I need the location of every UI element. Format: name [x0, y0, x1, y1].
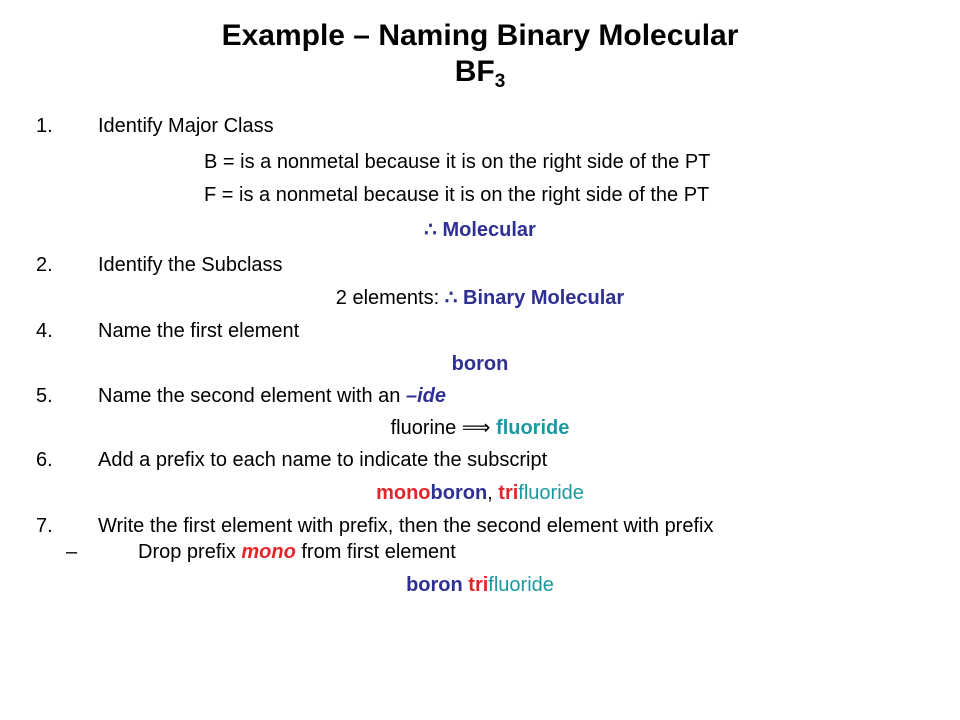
step-5-text: Name the second element with an [98, 385, 401, 407]
step-7-number: 7. [36, 515, 53, 537]
step-2-text: Identify the Subclass [98, 254, 283, 276]
step-6-text: Add a prefix to each name to indicate the subscript [98, 449, 548, 471]
step-4-result [0, 352, 960, 376]
step-4-result-text: boron [451, 353, 509, 375]
step-1-text: Identify Major Class [98, 115, 274, 137]
formula-base: BF [454, 55, 495, 88]
prefix-tri: tri [498, 482, 519, 504]
step-5-number: 5. [36, 385, 53, 407]
step-2-detail [0, 286, 960, 310]
prefix-mono: mono [376, 482, 431, 504]
name-fluoride: fluoride [518, 482, 584, 504]
final-prefix-tri: tri [468, 574, 489, 596]
final-name-boron: boron [406, 574, 463, 596]
final-name [0, 573, 960, 597]
therefore-symbol: ∴ [424, 219, 437, 241]
formula-subscript: 3 [494, 71, 506, 92]
step-1-result [0, 218, 960, 242]
step-4-number: 4. [36, 320, 53, 342]
step-1-b-line: B = is a nonmetal because it is on the right side of the PT [204, 151, 711, 173]
step-7-text: Write the first element with prefix, then the second element with prefix [98, 515, 714, 537]
step-5-result [0, 416, 960, 440]
step-5-line [98, 384, 446, 408]
step-4-text: Name the first element [98, 320, 300, 342]
sub-keyword-mono: mono [241, 541, 296, 563]
sub-text-after: from first element [301, 541, 456, 563]
ide-suffix: –ide [405, 385, 446, 407]
step-5-result-text: fluoride [496, 417, 570, 439]
step-1-number: 1. [36, 115, 53, 137]
name-boron: boron [430, 482, 488, 504]
implies-arrow-icon: ⟹ [461, 417, 491, 439]
step-7-sub-text [138, 540, 456, 564]
step-5-root: fluorine [390, 417, 457, 439]
step-6-number: 6. [36, 449, 53, 471]
title-formula [0, 54, 960, 90]
step-2-number: 2. [36, 254, 53, 276]
comma: , [487, 482, 493, 504]
slide-title [0, 18, 960, 90]
title-line-1: Example – Naming Binary Molecular [221, 19, 739, 52]
step-1-f-line: F = is a nonmetal because it is on the right side of the PT [204, 184, 710, 206]
step-6-result [0, 481, 960, 505]
step-2-result-text: Binary Molecular [463, 287, 625, 309]
step-1-result-text: Molecular [442, 219, 536, 241]
therefore-symbol: ∴ [444, 287, 458, 309]
sub-bullet-dash: – [66, 541, 78, 563]
step-2-detail-prefix: 2 elements: [335, 287, 440, 309]
sub-text-before: Drop prefix [138, 541, 236, 563]
final-name-fluoride: fluoride [488, 574, 554, 596]
